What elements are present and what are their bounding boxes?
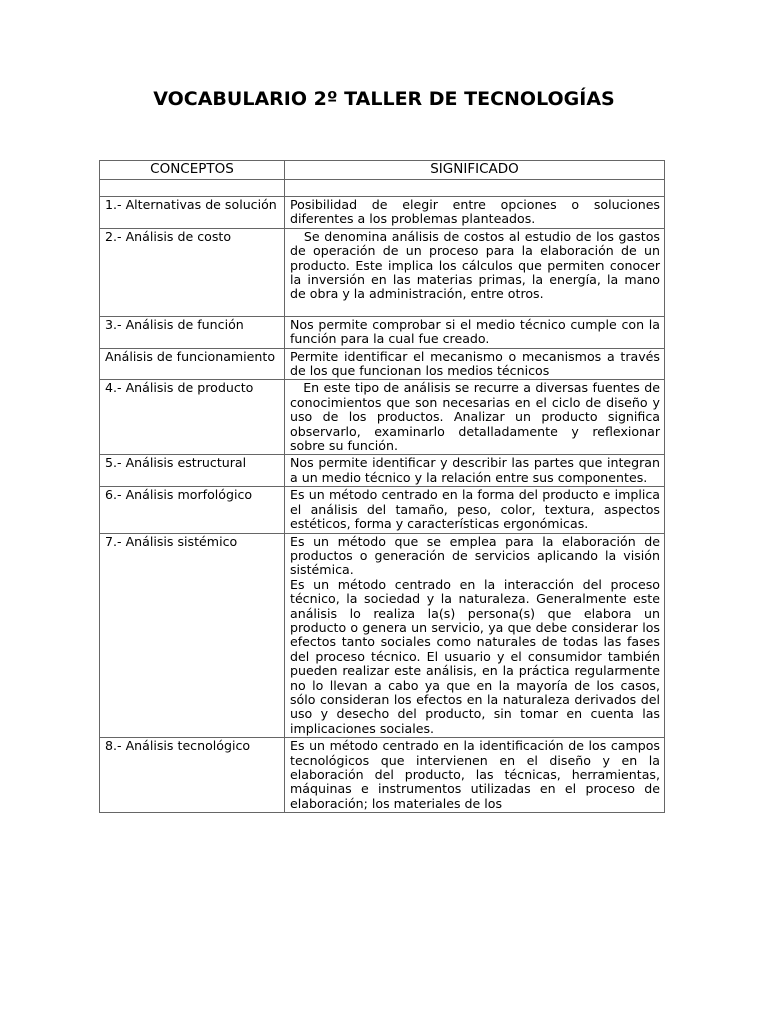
definition-cell: Es un método centrado en la identificación de los campos tecnológicos que intervienen en el diseño y en la elaboración del producto, las técnicas, herramientas, máquinas e instrumentos utilizadas en el proceso de elaboración; los materiales de los	[285, 738, 665, 813]
vocabulary-table	[99, 160, 665, 813]
page-title: VOCABULARIO 2º TALLER DE TECNOLOGÍAS	[153, 88, 615, 110]
table-row	[100, 380, 665, 455]
concepts-header: CONCEPTOS	[100, 161, 285, 180]
definition-paragraph: Es un método que se emplea para la elaboración de productos o generación de servicios aplicando la visión sistémica.	[290, 533, 660, 578]
definition-cell: En este tipo de análisis se recurre a diversas fuentes de conocimientos que son necesarias en el ciclo de diseño y uso de los productos. Analizar un producto significa observarlo, examinarlo detalladamente y reflexionar sobre su función.	[285, 380, 665, 455]
definition-cell: Permite identificar el mecanismo o mecanismos a través de los que funcionan los medios técnicos	[285, 348, 665, 380]
definition-cell: Nos permite identificar y describir las partes que integran a un medio técnico y la relación entre sus componentes.	[285, 455, 665, 487]
table-row	[100, 738, 665, 813]
definition-cell: Es un método centrado en la forma del producto e implica el análisis del tamaño, peso, color, textura, aspectos estéticos, forma y características ergonómicas.	[285, 487, 665, 533]
empty-cell	[100, 180, 285, 197]
table-row	[100, 316, 665, 348]
definition-cell: Posibilidad de elegir entre opciones o soluciones diferentes a los problemas planteados.	[285, 197, 665, 229]
concept-cell: Análisis de funcionamiento	[100, 348, 285, 380]
definition-paragraph: Es un método centrado en la interacción del proceso técnico, la sociedad y la naturaleza. Generalmente este análisis lo realiza la(s) persona(s) que elabora un producto o genera un servicio, ya que debe considerar los efectos tanto sociales como naturales de todas las fases del proceso técnico. El usuario y el consumidor también pueden realizar este análisis, en la práctica regularmente no lo llevan a cabo ya que en la mayoría de los casos, sólo consideran los efectos en la naturaleza derivados del uso y desecho del producto, sin tomar en cuenta las implicaciones sociales.	[290, 576, 660, 736]
definition-cell	[285, 533, 665, 738]
concept-cell: 4.- Análisis de producto	[100, 380, 285, 455]
spacer-row	[100, 180, 665, 197]
table-row	[100, 455, 665, 487]
definition-cell: Nos permite comprobar si el medio técnico cumple con la función para la cual fue creado.	[285, 316, 665, 348]
definition-cell: Se denomina análisis de costos al estudio de los gastos de operación de un proceso para la elaboración de un producto. Este implica los cálculos que permiten conocer la inversión en las materias primas, la energía, la mano de obra y la administración, entre otros.	[285, 228, 665, 316]
meaning-header: SIGNIFICADO	[285, 161, 665, 180]
table-row	[100, 228, 665, 316]
concept-cell: 8.- Análisis tecnológico	[100, 738, 285, 813]
table-row	[100, 348, 665, 380]
concept-cell: 5.- Análisis estructural	[100, 455, 285, 487]
table-header-row	[100, 161, 665, 180]
concept-cell: 2.- Análisis de costo	[100, 228, 285, 316]
concept-cell: 7.- Análisis sistémico	[100, 533, 285, 738]
concept-cell: 1.- Alternativas de solución	[100, 197, 285, 229]
concept-cell: 3.- Análisis de función	[100, 316, 285, 348]
table-row	[100, 487, 665, 533]
empty-cell	[285, 180, 665, 197]
table-row	[100, 197, 665, 229]
concept-cell: 6.- Análisis morfológico	[100, 487, 285, 533]
table-row	[100, 533, 665, 738]
